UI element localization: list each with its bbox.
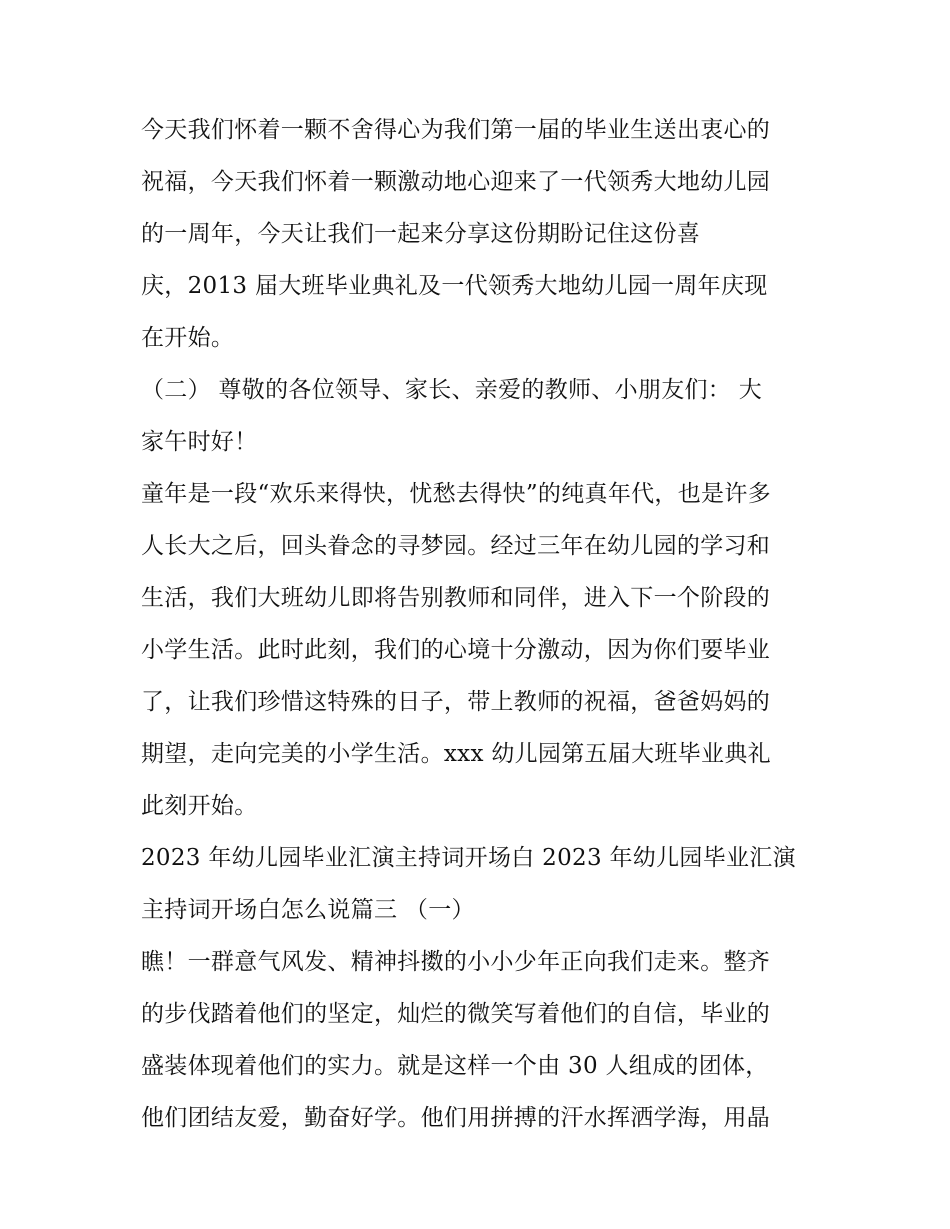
text-line: 盛装体现着他们的实力。就是这样一个由 30 人组成的团体， <box>141 1053 769 1079</box>
text-line: 期望，走向完美的小学生活。xxx 幼儿园第五届大班毕业典礼 <box>141 741 771 767</box>
text-line: 庆，2013 届大班毕业典礼及一代领秀大地幼儿园一周年庆现 <box>141 273 768 299</box>
text-line: 小学生活。此时此刻，我们的心境十分激动，因为你们要毕业 <box>141 637 771 663</box>
text-line: 在开始。 <box>141 325 235 351</box>
text-line: 人长大之后，回头眷念的寻梦园。经过三年在幼儿园的学习和 <box>141 533 771 559</box>
text-line: 了，让我们珍惜这特殊的日子，带上教师的祝福，爸爸妈妈的 <box>141 689 771 715</box>
text-line: 主持词开场白怎么说篇三 （一） <box>141 897 475 923</box>
text-line: 的一周年，今天让我们一起来分享这份期盼记住这份喜 <box>141 221 701 247</box>
text-line: 他们团结友爱，勤奋好学。他们用拼搏的汗水挥洒学海，用晶 <box>141 1105 771 1131</box>
text-line: （二） 尊敬的各位领导、家长、亲爱的教师、小朋友们： 大 <box>141 377 763 403</box>
text-line: 的步伐踏着他们的坚定，灿烂的微笑写着他们的自信，毕业的 <box>141 1001 771 1027</box>
text-line: 祝福，今天我们怀着一颗激动地心迎来了一代领秀大地幼儿园 <box>141 169 771 195</box>
document-body <box>141 104 831 1144</box>
text-line: 瞧！一群意气风发、精神抖擞的小小少年正向我们走来。整齐 <box>141 949 771 975</box>
text-line: 童年是一段“欢乐来得快，忧愁去得快”的纯真年代，也是许多 <box>141 481 771 507</box>
text-line: 今天我们怀着一颗不舍得心为我们第一届的毕业生送出衷心的 <box>141 117 771 143</box>
text-line: 2023 年幼儿园毕业汇演主持词开场白 2023 年幼儿园毕业汇演 <box>141 845 796 871</box>
text-line: 生活，我们大班幼儿即将告别教师和同伴，进入下一个阶段的 <box>141 585 771 611</box>
text-line: 家午时好！ <box>141 429 258 455</box>
text-line: 此刻开始。 <box>141 793 258 819</box>
